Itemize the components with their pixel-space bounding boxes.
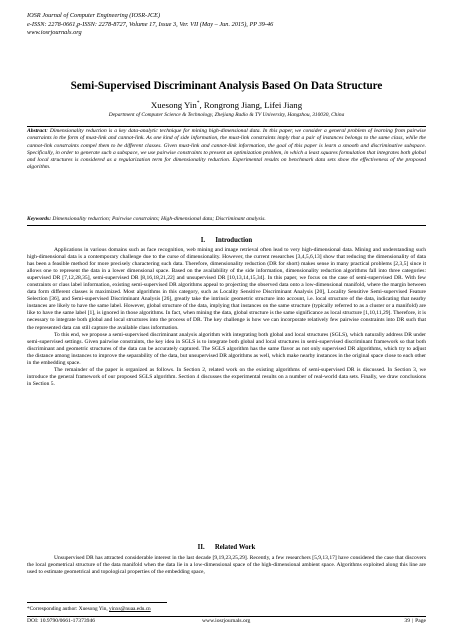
intro-paragraph-3: The remainder of the paper is organized as follows. In Section 2, related work on the existing algorithms of semi-supervised DR is discussed. In Section 3, we introduce the general framework of our proposed SGLS algorithm. Section 4 discusses the experimental results on a number of real-world data sets. Finally, we draw conclusions in Section 5. <box>27 366 426 387</box>
abstract-label: Abstract <box>27 128 47 134</box>
paper-title: Semi-Supervised Discriminant Analysis Based On Data Structure <box>70 80 383 92</box>
page-separator: | <box>412 618 414 624</box>
first-author: Xuesong Yin <box>150 99 197 110</box>
affiliation: Department of Computer Science & Technology, Zhejiang Radio & TV University, Hangzhou, 310030, China <box>108 112 345 118</box>
intro-paragraph-1: Applications in various domains such as face recognition, web mining and image retrieval often lead to very high-dimensional data. Mining and understanding such high-dimensional data is a contemporary challenge due to the curse of dimensionality. However, the current researches [3,4,5,6,13] show that reducing the dimensionality of data has been a feasible method for more precisely charactering such data. Therefore, dimensionality reduction (DR for short) makes sense in many practical problems [2,3,5] since it allows one to represent the data in a lower dimensional space. Based on the availability of the side information, dimensionality reduction algorithms fall into three categories: supervised DR [7,12,28,35], semi-supervised DR [8,16,18,21,22] and unsupervised DR [10,13,14,15,34]. In this paper, we focus on the case of semi-supervised DR. With few constraints or class label information, existing semi-supervised DR algorithms appeal to projecting the observed data onto a low-dimensional manifold, where the margin between data form different classes is maximized. Most algorithms in this category, such as Locality Sensitive Discriminant Analysis [20], Locality Sensitive Semi-supervised Feature Selection [36], and Semi-supervised Discriminant Analysis [26], greatly take the intrinsic geometric structure into account, i.e. local structure of the data, indicating that nearby instances are likely to have the same label. However, global structure of the data, implying that instances on the same structure (typically referred to as a cluster or a manifold) are like to have the same label [1], is ignored in those algorithms. In fact, when mining the data, global structure is the same significance as local structure [1,10,11,29]. Therefore, it is necessary to integrate both global and local structures into the process of DR. The key challenge is how we can incorporate relatively few pairwise constraints into DR such that the represented data can still capture the available class information. <box>27 247 426 331</box>
footer-website: www.iosrjournals.org <box>202 618 251 624</box>
abstract-top-rule <box>27 126 426 127</box>
related-paragraph-1: Unsupervised DR has attracted considerable interest in the last decade [9,19,23,25,29]. Recently, a few researchers [5,9,13,17] have considered the case that discovers the local geometrical structure of the data manifold when the data lie in a low-dimensional space of the high-dimensional ambient space. Algorithms exploited along this line are used to estimate geometrical and topological properties of the embedding space, <box>27 555 426 576</box>
related-work-body <box>27 555 426 576</box>
section-heading-introduction: I. Introduction <box>200 237 253 244</box>
introduction-body <box>27 247 426 388</box>
footnote-text: *Corresponding author: Xuesong Yin, <box>27 606 110 612</box>
journal-website: www.iosrjournals.org <box>27 29 82 37</box>
page-number-value: 39 <box>404 618 410 624</box>
issn-line: e-ISSN: 2278-0661,p-ISSN: 2278-8727, Volume 17, Issue 3, Ver. VII (May – Jun. 2015), PP 39-46 <box>27 20 274 28</box>
other-authors: , Rongrong Jiang, Lifei Jiang <box>199 99 303 110</box>
section-heading-related-work: II. Related Work <box>197 544 256 551</box>
corresponding-mark: * <box>196 100 200 106</box>
author-list <box>20 98 433 111</box>
journal-header <box>27 12 427 38</box>
journal-name: IOSR Journal of Computer Engineering (IOSR-JCE) <box>27 12 161 19</box>
corresponding-footnote <box>27 606 426 613</box>
keywords-label: Keywords: <box>27 216 52 222</box>
abstract-bottom-rule <box>27 225 426 226</box>
abstract-block <box>27 128 426 172</box>
doi-text: DOI: 10.9790/0661-17373946 <box>27 618 96 624</box>
keywords-line <box>27 216 426 223</box>
abstract-text: : Dimensionality reduction is a key data-analytic technique for mining high-dimensional data. In this paper, we consider a general problem of learning from pairwise constraints in the form of must-link and cannot-link. As one kind of side information, the must-link constraints imply that a pair of instances belongs to the same class, while the cannot-link constraints compel them to be different classes. Given must-link and cannot-link information, the goal of this paper is learn a smooth and discriminative subspace. Specifically, in order to generate such a subspace, we use pairwise constraints to present an optimization problem, in which a least squares formulation that integrates both global and local structures is considered as a regularization term for dimensionality reduction. Experimental results on benchmark data sets show the effectiveness of the proposed algorithm. <box>27 128 426 171</box>
keywords-text: Dimensionality reduction; Pairwise constraints; High-dimensional data; Discriminant analysis. <box>51 216 266 222</box>
page-label: Page <box>415 618 426 624</box>
author-email-link[interactable]: yinxs@nuaa.edu.cn <box>109 606 151 612</box>
page-number <box>404 617 426 626</box>
page-footer <box>27 617 426 626</box>
intro-paragraph-2: To this end, we propose a semi-supervised discriminant analysis algorithm with integrating both global and local structures (SGLS), which naturally address DR under semi-supervised settings. Given pairwise constraints, the key idea in SGLS is to integrate both global and local structures in semi-supervised discriminant framework so that both discriminant and geometric structures of the data can be accurately captured. The SGLS algorithm has the same flavor as not only supervised DR algorithms, which try to adjust the distance among instances to improve the separability of the data, but unsupervised DR algorithms as well, which make nearby instances in the original space close to each other in the embedding space. <box>27 331 426 366</box>
footnote-rule <box>27 602 167 603</box>
